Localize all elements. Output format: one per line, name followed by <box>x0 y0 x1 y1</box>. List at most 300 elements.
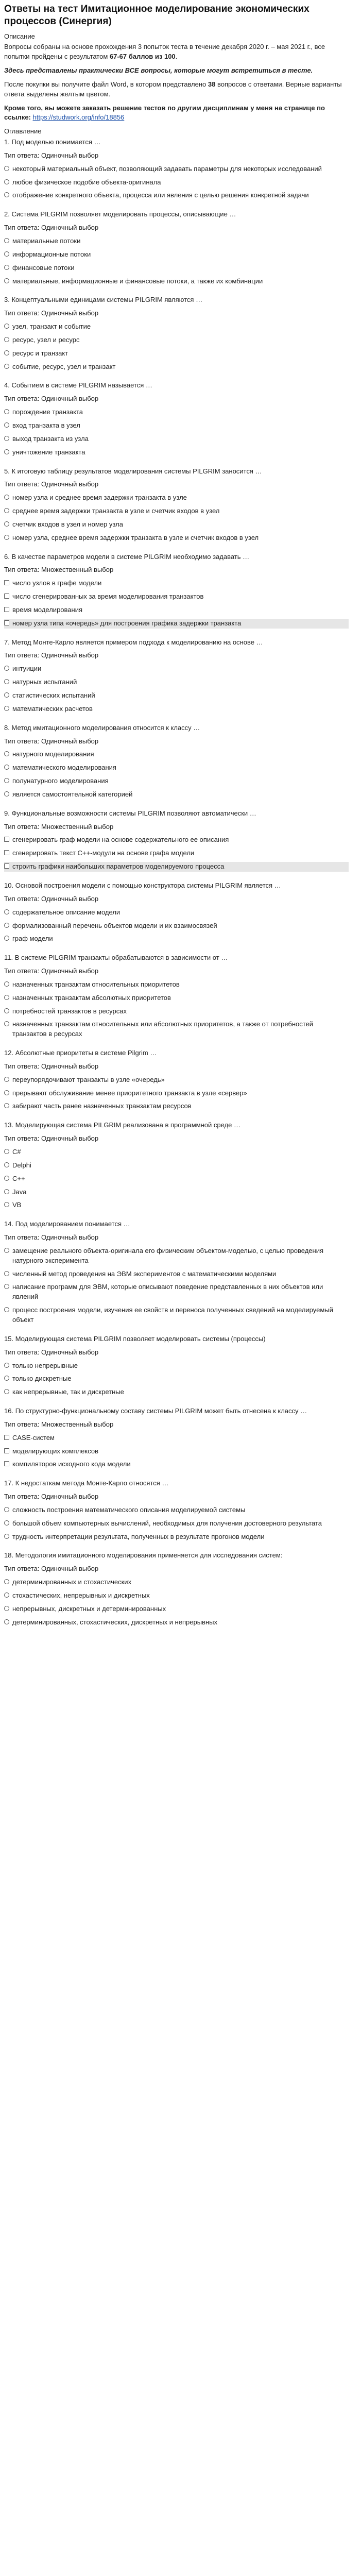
question-text <box>4 1219 349 1229</box>
answer-option[interactable] <box>4 1101 349 1111</box>
question-body: Событием в системе PILGRIM называется … <box>11 381 152 389</box>
radio-icon[interactable] <box>4 409 9 414</box>
radio-icon[interactable] <box>4 706 9 711</box>
radio-icon[interactable] <box>4 1090 9 1095</box>
answer-option-text: только дискретные <box>12 1375 72 1383</box>
radio-icon[interactable] <box>4 1103 9 1108</box>
answer-option-text: численный метод проведения на ЭВМ экспериментов с математическими моделями <box>12 1269 277 1278</box>
checkbox-icon[interactable] <box>4 594 9 599</box>
answer-type-label: Тип ответа: Одиночный выбор <box>4 151 99 159</box>
answer-option-text: любое физическое подобие объекта-оригинала <box>12 178 161 186</box>
question-body: Моделирующая система PILGRIM реализована в программной среде … <box>15 1121 240 1129</box>
answer-option-text: счетчик входов в узел и номер узла <box>12 520 124 528</box>
answer-option-text: VB <box>12 1201 22 1209</box>
answer-option[interactable] <box>4 704 349 714</box>
radio-icon[interactable] <box>4 751 9 756</box>
radio-icon[interactable] <box>4 1189 9 1194</box>
question-number: 12. <box>4 1049 14 1057</box>
answer-option[interactable] <box>4 1519 349 1529</box>
answer-option-text: отображение конкретного объекта, процесса или явления с целью решения конкретной задачи <box>12 191 309 199</box>
answer-type-label: Тип ответа: Одиночный выбор <box>4 1233 99 1242</box>
answer-option[interactable] <box>4 1147 349 1157</box>
radio-icon[interactable] <box>4 778 9 783</box>
question-number: 3. <box>4 296 10 304</box>
radio-icon[interactable] <box>4 364 9 369</box>
answer-option[interactable] <box>4 322 349 332</box>
question-block <box>4 638 349 714</box>
answer-option-text: число сгенерированных за время моделирования транзактов <box>12 592 204 601</box>
answer-option-text: информационные потоки <box>12 250 91 258</box>
checkbox-icon[interactable] <box>4 1461 9 1466</box>
radio-icon[interactable] <box>4 192 9 197</box>
answer-option-text: материальные потоки <box>12 237 81 245</box>
question-text <box>4 467 349 477</box>
answer-type-label: Тип ответа: Одиночный выбор <box>4 894 99 903</box>
answer-type-label: Тип ответа: Одиночный выбор <box>4 1493 99 1501</box>
question-text <box>4 881 349 891</box>
question-body: Концептуальными единицами системы PILGRIM являются … <box>11 296 203 304</box>
radio-icon[interactable] <box>4 1619 9 1624</box>
question-number: 1. <box>4 138 10 146</box>
radio-icon[interactable] <box>4 981 9 987</box>
question-text <box>4 138 349 147</box>
answer-option[interactable] <box>4 335 349 345</box>
radio-icon[interactable] <box>4 251 9 257</box>
question-body: В системе PILGRIM транзакты обрабатываются в зависимости от … <box>14 954 228 962</box>
answer-option-text: некоторый материальный объект, позволяющий задавать параметры для некоторых исследований <box>12 164 322 173</box>
answer-type-label: Тип ответа: Одиночный выбор <box>4 651 99 659</box>
answer-option-text: число узлов в графе модели <box>12 579 102 587</box>
question-text <box>4 210 349 219</box>
question-block <box>4 467 349 543</box>
answer-option-text: сгенерировать граф модели на основе содержательного ее описания <box>12 836 229 844</box>
answer-option-text: сгенерировать текст C++-модули на основе графа модели <box>12 849 195 857</box>
answer-type-label: Тип ответа: Одиночный выбор <box>4 1565 99 1573</box>
question-text <box>4 638 349 648</box>
radio-icon[interactable] <box>4 765 9 770</box>
answer-option-text: номер узла типа «очередь» для построения графика задержки транзакта <box>12 619 242 627</box>
answer-type-label: Тип ответа: Множественный выбор <box>4 1420 114 1428</box>
answer-option[interactable] <box>4 1447 349 1456</box>
description-heading: Описание <box>4 32 35 40</box>
answer-option-text: событие, ресурс, узел и транзакт <box>12 362 116 370</box>
question-number: 4. <box>4 381 10 389</box>
answer-option-text: CASE-систем <box>12 1433 55 1442</box>
answer-option-text: формализованный перечень объектов модели и их взаимосвязей <box>12 921 217 929</box>
answer-option-text: стохастических, непрерывных и дискретных <box>12 1591 150 1599</box>
answer-option[interactable] <box>4 763 349 773</box>
question-block <box>4 1479 349 1541</box>
question-body: В качестве параметров модели в системе PILGRIM необходимо задавать … <box>11 552 250 561</box>
answer-option-text: порождение транзакта <box>12 408 83 416</box>
answer-option[interactable] <box>4 1578 349 1587</box>
answer-option[interactable] <box>4 579 349 588</box>
radio-icon[interactable] <box>4 1507 9 1512</box>
question-body: Под моделью понимается … <box>11 138 101 146</box>
question-number: 18. <box>4 1551 14 1560</box>
question-block <box>4 1121 349 1210</box>
answer-option-text: забирают часть ранее назначенных транзактам ресурсов <box>12 1102 192 1110</box>
answer-option[interactable] <box>4 263 349 273</box>
answer-option[interactable] <box>4 934 349 944</box>
question-block <box>4 1551 349 1627</box>
checkbox-icon[interactable] <box>4 1448 9 1453</box>
description-result: 67-67 баллов из 100 <box>109 53 176 61</box>
answer-option[interactable] <box>4 1161 349 1171</box>
question-block <box>4 809 349 872</box>
radio-icon[interactable] <box>4 1307 9 1312</box>
question-text <box>4 953 349 963</box>
question-text <box>4 552 349 562</box>
question-body: Методология имитационного моделирования применяется для исследования систем: <box>15 1551 283 1560</box>
answer-option[interactable] <box>4 1374 349 1384</box>
answer-option-text: как непрерывные, так и дискретные <box>12 1388 124 1396</box>
answer-option-text: детерминированных и стохастических <box>12 1578 132 1586</box>
question-text <box>4 1479 349 1488</box>
answer-option-text: вход транзакта в узел <box>12 421 80 429</box>
answer-option-text: моделирующих комплексов <box>12 1447 98 1455</box>
answer-option-text: математических расчетов <box>12 704 93 713</box>
answer-option[interactable] <box>4 1591 349 1601</box>
answer-option[interactable] <box>4 849 349 858</box>
answer-type-label: Тип ответа: Множественный выбор <box>4 822 114 831</box>
question-block <box>4 381 349 457</box>
answer-option[interactable] <box>4 1282 349 1302</box>
answer-option-text: Java <box>12 1188 27 1196</box>
answer-option[interactable] <box>4 1089 349 1098</box>
answer-option[interactable] <box>4 1532 349 1542</box>
question-block <box>4 552 349 629</box>
answer-option-text: написание программ для ЭВМ, которые описывают поведение представленных в них объектов или явлений <box>12 1283 323 1301</box>
studwork-link[interactable]: https://studwork.org/info/18856 <box>32 113 125 122</box>
radio-icon[interactable] <box>4 923 9 928</box>
radio-icon[interactable] <box>4 666 9 671</box>
answer-option-text: статистических испытаний <box>12 691 95 699</box>
answer-option-text: время моделирования <box>12 605 82 614</box>
radio-icon[interactable] <box>4 495 9 500</box>
radio-icon[interactable] <box>4 337 9 342</box>
answer-option[interactable] <box>4 908 349 918</box>
question-body: Функциональные возможности системы PILGRIM позволяют автоматически … <box>11 809 256 817</box>
radio-icon[interactable] <box>4 909 9 914</box>
checkbox-icon[interactable] <box>4 837 9 842</box>
question-block <box>4 210 349 286</box>
purchase-text-suffix: вопросов с ответами. Верные варианты ответа выделены желтым цветом. <box>4 80 342 98</box>
answer-option[interactable] <box>4 191 349 200</box>
description-text: Вопросы собраны на основе прохождения 3 попыток теста в течение декабря 2020 г. – мая 2021 г., все попытки пройдены с результатом <box>4 43 325 61</box>
answer-option-text: натурного моделирования <box>12 750 94 758</box>
answer-option-text: назначенных транзактам относительных или абсолютных приоритетов, а также от потребностей транзактов в ресурсах <box>12 1020 314 1038</box>
radio-icon[interactable] <box>4 1077 9 1082</box>
radio-icon[interactable] <box>4 1534 9 1539</box>
answer-type-label: Тип ответа: Одиночный выбор <box>4 395 99 403</box>
question-block <box>4 295 349 371</box>
answer-option-text: ресурс, узел и ресурс <box>12 335 80 344</box>
question-text <box>4 1551 349 1561</box>
question-block <box>4 953 349 1039</box>
answer-option[interactable] <box>4 506 349 516</box>
radio-icon[interactable] <box>4 238 9 243</box>
answer-option-text: интуиции <box>12 665 42 673</box>
answer-option[interactable] <box>4 277 349 286</box>
radio-icon[interactable] <box>4 1162 9 1167</box>
answer-option-text: номер узла и среднее время задержки транзакта в узле <box>12 494 187 502</box>
radio-icon[interactable] <box>4 1284 9 1289</box>
question-text <box>4 1121 349 1130</box>
answer-option[interactable] <box>4 1505 349 1515</box>
answer-type-label: Тип ответа: Одиночный выбор <box>4 1062 99 1070</box>
answer-type-label: Тип ответа: Одиночный выбор <box>4 480 99 488</box>
answer-option-text: Delphi <box>12 1161 31 1169</box>
answer-option[interactable] <box>4 349 349 359</box>
answer-option[interactable] <box>4 993 349 1003</box>
radio-icon[interactable] <box>4 1202 9 1207</box>
question-number: 2. <box>4 210 10 218</box>
answer-option[interactable] <box>4 921 349 931</box>
answer-option[interactable] <box>4 664 349 674</box>
answer-option[interactable] <box>4 434 349 444</box>
purchase-paragraph <box>4 80 349 99</box>
answer-option[interactable] <box>4 835 349 845</box>
answer-option[interactable] <box>4 862 349 872</box>
question-number: 5. <box>4 467 10 475</box>
answer-option[interactable] <box>4 493 349 503</box>
question-text <box>4 1406 349 1416</box>
radio-icon[interactable] <box>4 1248 9 1253</box>
question-number: 17. <box>4 1479 14 1487</box>
purchase-text-prefix: После покупки вы получите файл Word, в котором представлено <box>4 80 207 88</box>
answer-option[interactable] <box>4 408 349 417</box>
question-number: 13. <box>4 1121 14 1129</box>
radio-icon[interactable] <box>4 1149 9 1154</box>
answer-option-text: потребностей транзактов в ресурсах <box>12 1007 127 1015</box>
answer-option[interactable] <box>4 1246 349 1266</box>
radio-icon[interactable] <box>4 995 9 1000</box>
radio-icon[interactable] <box>4 1271 9 1276</box>
radio-icon[interactable] <box>4 436 9 441</box>
answer-option[interactable] <box>4 1188 349 1197</box>
answer-option-text: прерывают обслуживание менее приоритетного транзакта в узле «сервер» <box>12 1089 247 1097</box>
question-number: 10. <box>4 881 14 889</box>
question-block <box>4 1334 349 1397</box>
answer-option-text: строить графики наибольших параметров моделируемого процесса <box>12 862 225 871</box>
question-list <box>4 138 349 1627</box>
answer-option-text: натурных испытаний <box>12 678 77 686</box>
answer-option-text: полунатурного моделирования <box>12 777 109 785</box>
link-paragraph <box>4 104 349 123</box>
answer-type-label: Тип ответа: Одиночный выбор <box>4 309 99 317</box>
answer-option-text: детерминированных, стохастических, дискретных и непрерывных <box>12 1618 217 1626</box>
answer-option-text: замещение реального объекта-оригинала его физическим объектом-моделью, с целью проведения натурного эксперимента <box>12 1246 324 1264</box>
answer-option-text: ресурс и транзакт <box>12 349 68 357</box>
answer-option-text: номер узла, среднее время задержки транзакта в узле и счетчик входов в узел <box>12 533 259 541</box>
question-text <box>4 381 349 391</box>
answer-option-text: узел, транзакт и событие <box>12 323 91 331</box>
link-text-prefix: Кроме того, вы можете заказать решение тестов по другим дисциплинам у меня на странице по ссылке: <box>4 104 325 122</box>
answer-option[interactable] <box>4 592 349 602</box>
question-number: 8. <box>4 723 10 732</box>
answer-option[interactable] <box>4 750 349 759</box>
checkbox-icon[interactable] <box>4 607 9 612</box>
question-body: Метод Монте-Карло является примером подхода к моделированию на основе … <box>11 638 263 646</box>
answer-option[interactable] <box>4 1361 349 1371</box>
warning-note: Здесь представлены практически ВСЕ вопросы, которые могут встретиться в тесте. <box>4 66 313 75</box>
question-text <box>4 1048 349 1058</box>
answer-option-text: сложность построения математического описания моделируемой системы <box>12 1505 246 1514</box>
answer-option-text: назначенных транзактам абсолютных приоритетов <box>12 993 171 1002</box>
radio-icon[interactable] <box>4 422 9 428</box>
answer-option-text: является самостоятельной категорией <box>12 790 133 798</box>
answer-option[interactable] <box>4 1174 349 1184</box>
answer-type-label: Тип ответа: Одиночный выбор <box>4 224 99 232</box>
checkbox-icon[interactable] <box>4 863 9 869</box>
answer-option[interactable] <box>4 1306 349 1325</box>
answer-option[interactable] <box>4 619 349 629</box>
answer-option-text: процесс построения модели, изучения ее свойств и переноса полученных сведений на моделируемый объект <box>12 1306 333 1324</box>
answer-option-text: большой объем компьютерных вычислений, необходимых для получения достоверного результата <box>12 1519 322 1527</box>
answer-option[interactable] <box>4 236 349 246</box>
question-number: 11. <box>4 954 13 962</box>
checkbox-icon[interactable] <box>4 620 9 625</box>
question-number: 6. <box>4 552 10 561</box>
radio-icon[interactable] <box>4 350 9 355</box>
question-number: 16. <box>4 1407 14 1415</box>
question-body: Система PILGRIM позволяет моделировать процессы, описывающие … <box>11 210 236 218</box>
answer-option[interactable] <box>4 691 349 701</box>
answer-option[interactable] <box>4 1460 349 1469</box>
question-block <box>4 723 349 800</box>
answer-option[interactable] <box>4 1020 349 1039</box>
answer-option-text: трудность интерпретации результата, полученных в результате прогонов модели <box>12 1532 265 1540</box>
answer-option[interactable] <box>4 677 349 687</box>
radio-icon[interactable] <box>4 1606 9 1611</box>
question-text <box>4 1334 349 1344</box>
answer-option-text: компиляторов исходного кода модели <box>12 1460 131 1468</box>
answer-option-text: C# <box>12 1148 21 1156</box>
answer-option-text: только непрерывные <box>12 1361 78 1369</box>
radio-icon[interactable] <box>4 791 9 796</box>
answer-option-text: финансовые потоки <box>12 263 75 272</box>
question-number: 7. <box>4 638 10 646</box>
answer-option[interactable] <box>4 250 349 260</box>
question-body: Основой построения модели с помощью конструктора системы PILGRIM является … <box>15 881 281 889</box>
question-text <box>4 723 349 733</box>
radio-icon[interactable] <box>4 1579 9 1584</box>
answer-option-text: назначенных транзактам относительных приоритетов <box>12 980 180 988</box>
answer-option-text: выход транзакта из узла <box>12 434 89 443</box>
question-number: 14. <box>4 1220 14 1228</box>
answer-option[interactable] <box>4 448 349 457</box>
question-block <box>4 1219 349 1325</box>
answer-option[interactable] <box>4 533 349 543</box>
answer-option[interactable] <box>4 1433 349 1443</box>
answer-option-text: граф модели <box>12 935 53 943</box>
question-body: Моделирующая система PILGRIM позволяет моделировать системы (процессы) <box>15 1334 266 1343</box>
answer-option-text: непрерывных, дискретных и детерминированных <box>12 1604 166 1613</box>
question-body: К недостаткам метода Монте-Карло относятся … <box>15 1479 169 1487</box>
checkbox-icon[interactable] <box>4 1435 9 1440</box>
radio-icon[interactable] <box>4 679 9 684</box>
answer-type-label: Тип ответа: Множественный выбор <box>4 566 114 574</box>
answer-option-text: переупорядочивают транзакты в узле «очередь» <box>12 1075 165 1083</box>
question-body: По структурно-функциональному составу системы PILGRIM может быть отнесена к классу … <box>15 1407 307 1415</box>
question-block <box>4 1406 349 1469</box>
answer-option[interactable] <box>4 980 349 990</box>
answer-option[interactable] <box>4 421 349 431</box>
answer-type-label: Тип ответа: Одиночный выбор <box>4 737 99 745</box>
radio-icon[interactable] <box>4 936 9 941</box>
radio-icon[interactable] <box>4 521 9 527</box>
answer-option[interactable] <box>4 1618 349 1628</box>
answer-option-text: C++ <box>12 1174 25 1182</box>
radio-icon[interactable] <box>4 1592 9 1598</box>
question-body: К итоговую таблицу результатов моделирования системы PILGRIM заносится … <box>11 467 262 475</box>
answer-option[interactable] <box>4 164 349 174</box>
question-block <box>4 1048 349 1111</box>
answer-option[interactable] <box>4 362 349 372</box>
answer-option[interactable] <box>4 520 349 530</box>
question-block <box>4 881 349 944</box>
radio-icon[interactable] <box>4 1176 9 1181</box>
radio-icon[interactable] <box>4 535 9 540</box>
radio-icon[interactable] <box>4 1021 9 1026</box>
answer-option[interactable] <box>4 1007 349 1016</box>
answer-option[interactable] <box>4 1387 349 1397</box>
answer-option-text: математического моделирования <box>12 764 116 772</box>
answer-type-label: Тип ответа: Одиночный выбор <box>4 1348 99 1356</box>
purchase-count: 38 <box>208 80 216 88</box>
answer-option[interactable] <box>4 1604 349 1614</box>
radio-icon[interactable] <box>4 265 9 270</box>
answer-option-text: среднее время задержки транзакта в узле и счетчик входов в узел <box>12 507 220 515</box>
checkbox-icon[interactable] <box>4 580 9 585</box>
answer-option[interactable] <box>4 1200 349 1210</box>
checkbox-icon[interactable] <box>4 850 9 855</box>
answer-option[interactable] <box>4 605 349 615</box>
radio-icon[interactable] <box>4 1376 9 1381</box>
radio-icon[interactable] <box>4 179 9 184</box>
answer-option[interactable] <box>4 178 349 188</box>
answer-option[interactable] <box>4 776 349 786</box>
radio-icon[interactable] <box>4 324 9 329</box>
radio-icon[interactable] <box>4 508 9 513</box>
answer-option[interactable] <box>4 790 349 800</box>
question-text <box>4 295 349 305</box>
description-paragraph: Вопросы собраны на основе прохождения 3 попыток теста в течение декабря 2020 г. – мая 2021 г., все попытки пройдены с результатом 67-67 баллов из 100. <box>4 43 325 61</box>
radio-icon[interactable] <box>4 692 9 698</box>
answer-option[interactable] <box>4 1269 349 1279</box>
radio-icon[interactable] <box>4 1363 9 1368</box>
question-text <box>4 809 349 819</box>
question-body: Метод имитационного моделирования относится к классу … <box>11 723 200 732</box>
page-title: Ответы на тест Имитационное моделирование экономических процессов (Синергия) <box>4 4 310 27</box>
radio-icon[interactable] <box>4 1008 9 1013</box>
radio-icon[interactable] <box>4 278 9 283</box>
radio-icon[interactable] <box>4 166 9 171</box>
answer-option[interactable] <box>4 1075 349 1085</box>
radio-icon[interactable] <box>4 1520 9 1526</box>
question-body: Под моделированием понимается … <box>15 1220 130 1228</box>
radio-icon[interactable] <box>4 449 9 454</box>
question-block <box>4 138 349 200</box>
question-number: 15. <box>4 1334 14 1343</box>
answer-option-text: материальные, информационные и финансовые потоки, а также их комбинации <box>12 277 263 285</box>
question-number: 9. <box>4 809 10 817</box>
answer-type-label: Тип ответа: Одиночный выбор <box>4 967 99 975</box>
answer-type-label: Тип ответа: Одиночный выбор <box>4 1134 99 1143</box>
question-body: Абсолютные приоритеты в системе Pilgrim … <box>15 1049 157 1057</box>
radio-icon[interactable] <box>4 1389 9 1394</box>
